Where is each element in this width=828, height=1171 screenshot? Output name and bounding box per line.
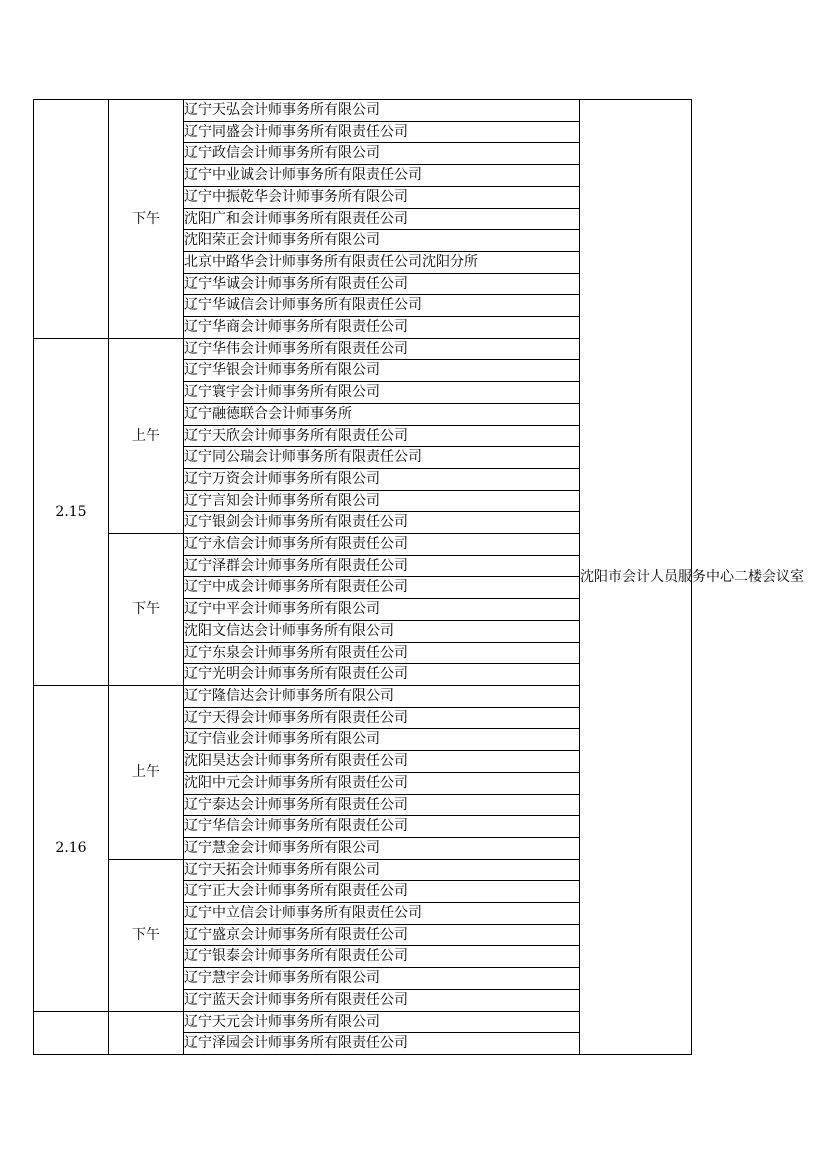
firm-name-cell: 辽宁慧宇会计师事务所有限公司	[184, 968, 580, 990]
date-cell: 2.15	[34, 338, 109, 685]
session-cell: 下午	[109, 100, 184, 339]
firm-name-cell: 辽宁华伟会计师事务所有限责任公司	[184, 338, 580, 360]
firm-name-cell: 辽宁政信会计师事务所有限公司	[184, 143, 580, 165]
firm-name-cell: 辽宁隆信达会计师事务所有限公司	[184, 685, 580, 707]
firm-name-cell: 辽宁天元会计师事务所有限公司	[184, 1011, 580, 1033]
firm-name-cell: 辽宁同盛会计师事务所有限责任公司	[184, 121, 580, 143]
firm-name-cell: 辽宁银剑会计师事务所有限责任公司	[184, 512, 580, 534]
firm-name-cell: 辽宁华诚信会计师事务所有限责任公司	[184, 295, 580, 317]
firm-name-cell: 辽宁泰达会计师事务所有限责任公司	[184, 794, 580, 816]
firm-name-cell: 沈阳昊达会计师事务所有限责任公司	[184, 751, 580, 773]
firm-name-cell: 辽宁正大会计师事务所有限责任公司	[184, 881, 580, 903]
firm-name-cell: 辽宁华商会计师事务所有限责任公司	[184, 317, 580, 339]
date-cell: 2.16	[34, 685, 109, 1011]
firm-name-cell: 辽宁中成会计师事务所有限责任公司	[184, 577, 580, 599]
firm-name-cell: 辽宁融德联合会计师事务所	[184, 403, 580, 425]
firm-name-cell: 辽宁言知会计师事务所有限公司	[184, 490, 580, 512]
table-row	[34, 100, 692, 122]
firm-name-cell: 辽宁天拓会计师事务所有限公司	[184, 859, 580, 881]
schedule-table	[33, 99, 804, 1055]
firm-name-cell: 辽宁泽园会计师事务所有限责任公司	[184, 1033, 580, 1055]
firm-name-cell: 辽宁蓝天会计师事务所有限责任公司	[184, 989, 580, 1011]
firm-name-cell: 辽宁中振乾华会计师事务所有限公司	[184, 186, 580, 208]
firm-name-cell: 辽宁中平会计师事务所有限公司	[184, 599, 580, 621]
session-cell: 下午	[109, 534, 184, 686]
firm-name-cell: 辽宁天得会计师事务所有限责任公司	[184, 707, 580, 729]
session-cell: 下午	[109, 859, 184, 1011]
firm-name-cell: 辽宁银泰会计师事务所有限责任公司	[184, 946, 580, 968]
venue-cell: 沈阳市会计人员服务中心二楼会议室	[580, 100, 692, 1055]
firm-name-cell: 沈阳广和会计师事务所有限责任公司	[184, 208, 580, 230]
firm-name-cell: 辽宁泽群会计师事务所有限责任公司	[184, 555, 580, 577]
date-cell	[34, 100, 109, 339]
firm-name-cell: 辽宁光明会计师事务所有限责任公司	[184, 664, 580, 686]
firm-name-cell: 辽宁东泉会计师事务所有限责任公司	[184, 642, 580, 664]
firm-name-cell: 辽宁天欣会计师事务所有限责任公司	[184, 425, 580, 447]
date-cell	[34, 1011, 109, 1054]
firm-name-cell: 辽宁华信会计师事务所有限责任公司	[184, 816, 580, 838]
session-cell: 上午	[109, 685, 184, 859]
firm-name-cell: 沈阳文信达会计师事务所有限公司	[184, 620, 580, 642]
session-cell: 上午	[109, 338, 184, 533]
firm-name-cell: 北京中路华会计师事务所有限责任公司沈阳分所	[184, 251, 580, 273]
session-cell	[109, 1011, 184, 1054]
firm-name-cell: 辽宁慧金会计师事务所有限公司	[184, 837, 580, 859]
schedule-body	[34, 100, 804, 1055]
firm-name-cell: 辽宁信业会计师事务所有限公司	[184, 729, 580, 751]
firm-name-cell: 沈阳荣正会计师事务所有限公司	[184, 230, 580, 252]
firm-name-cell: 辽宁华银会计师事务所有限公司	[184, 360, 580, 382]
firm-name-cell: 辽宁中立信会计师事务所有限责任公司	[184, 903, 580, 925]
firm-name-cell: 辽宁万资会计师事务所有限公司	[184, 468, 580, 490]
firm-name-cell: 辽宁盛京会计师事务所有限责任公司	[184, 924, 580, 946]
firm-name-cell: 辽宁永信会计师事务所有限责任公司	[184, 534, 580, 556]
firm-name-cell: 沈阳中元会计师事务所有限责任公司	[184, 772, 580, 794]
firm-name-cell: 辽宁中业诚会计师事务所有限责任公司	[184, 165, 580, 187]
firm-name-cell: 辽宁寰宇会计师事务所有限公司	[184, 382, 580, 404]
firm-name-cell: 辽宁同公瑞会计师事务所有限责任公司	[184, 447, 580, 469]
firm-name-cell: 辽宁天弘会计师事务所有限公司	[184, 100, 580, 122]
firm-name-cell: 辽宁华诚会计师事务所有限责任公司	[184, 273, 580, 295]
